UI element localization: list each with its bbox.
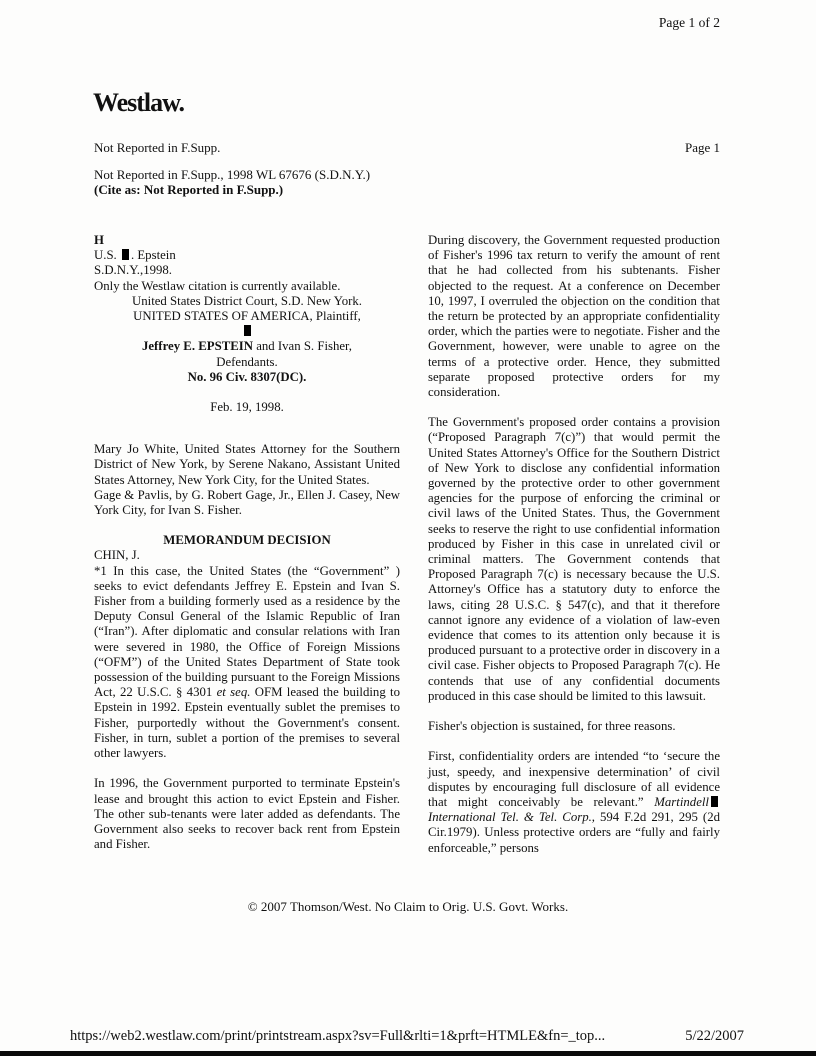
versus-glyph-icon <box>122 249 129 260</box>
versus-line <box>94 324 400 339</box>
two-column-body <box>94 233 720 856</box>
availability-line: Only the Westlaw citation is currently available. <box>94 278 341 293</box>
defendant-name-bold: Jeffrey E. EPSTEIN <box>141 339 253 354</box>
case-name-italic: Martindell <box>654 794 709 809</box>
print-date: 5/22/2007 <box>685 1028 744 1044</box>
print-page-indicator: Page 1 of 2 <box>658 15 720 30</box>
reporter-label: Not Reported in F.Supp. <box>94 140 221 155</box>
paragraph-text: OFM leased the building to Epstein in 1992. Epstein eventually sublet the premises to Fisher, purportedly without the Government's consent. Fisher, in turn, sublet a portion of the premises to several other lawyers. <box>94 685 401 761</box>
print-url: https://web2.westlaw.com/print/printstream.aspx?sv=Full&rlti=1&prft=HTMLE&fn=_top... <box>70 1028 606 1044</box>
judge-line: CHIN, J. <box>94 548 140 563</box>
case-short-title <box>94 248 400 263</box>
paragraph-text: 594 F.2d 291, 295 (2d Cir.1979). Unless protective orders are “fully and fairly enforceable,” persons <box>428 810 720 855</box>
court-date-line: S.D.N.Y.,1998. <box>94 263 172 278</box>
browser-print-footer <box>70 1028 744 1045</box>
caption-spacer <box>94 385 400 400</box>
italic-cite: et seq. <box>216 685 251 700</box>
opinion-heading: MEMORANDUM DECISION <box>163 533 331 548</box>
cite-as-line: (Cite as: Not Reported in F.Supp.) <box>94 182 284 197</box>
keycite-history-flag: H <box>94 233 104 247</box>
opinion-paragraph-1 <box>94 564 400 762</box>
case-caption <box>94 294 400 415</box>
page-number-label: Page 1 <box>684 140 720 155</box>
counsel-paragraph-government <box>94 442 400 488</box>
left-column <box>94 233 400 856</box>
citation-line: Not Reported in F.Supp., 1998 WL 67676 (S.D.N.Y.) <box>94 167 371 182</box>
opinion-paragraph-6 <box>428 749 720 855</box>
right-column <box>428 233 720 856</box>
opinion-paragraph-2: In 1996, the Government purported to terminate Epstein's lease and brought this action to evict Epstein and Fisher. The other sub-tenants were later added as defendants. The Government also seeks to recover back rent from Epstein and Fisher. <box>94 776 400 852</box>
versus-glyph-icon <box>711 796 718 807</box>
counsel-paragraph-fisher <box>94 488 400 518</box>
plaintiff-line: UNITED STATES OF AMERICA, Plaintiff, <box>133 309 361 324</box>
court-line: United States District Court, S.D. New York. <box>132 293 362 308</box>
citation-block <box>94 167 720 197</box>
docket-number: No. 96 Civ. 8307(DC). <box>187 369 307 384</box>
defendant-name-rest: and Ivan S. Fisher, <box>253 339 353 354</box>
case-short-suffix: . Epstein <box>130 248 176 263</box>
defendants-line <box>94 339 400 354</box>
paragraph-text: First, confidentiality orders are intended “to ‘secure the just, speedy, and inexpensive determination’ of civil disputes by encouraging full disclosure of all evidence that might conceivably be relevant.” <box>428 749 720 809</box>
counsel-block <box>94 442 400 518</box>
scan-edge-artifact <box>0 1051 816 1056</box>
counsel-detail: United States Attorney for the Southern District of New York, by Serene Nakano, Assistant United States Attorney, New York City, for the United States. <box>94 442 400 487</box>
copyright-line: © 2007 Thomson/West. No Claim to Orig. U.S. Govt. Works. <box>247 899 569 914</box>
versus-glyph-icon <box>244 325 251 336</box>
opinion-paragraph-4: The Government's proposed order contains a provision (“Proposed Paragraph 7(c)”) that would permit the United States Attorney's Office for the Southern District of New York to disclose any confidential information governed by the protective order to other government agencies for the purpose of enforcing the criminal or civil laws of the United States. Thus, the Government seeks to reserve the right to use confidential information produced by Fisher in this case in unrelated civil or criminal matters. The Government contends that Proposed Paragraph 7(c) is necessary because the U.S. Attorney's Office has a statutory duty to enforce the laws, citing 28 U.S.C. § 547(c), and that it therefore cannot ignore any evidence of a violation of law-even evidence that comes to its attention only because it is produced pursuant to a protective order in discovery in a civil case. Fisher objects to Proposed Paragraph 7(c). He contends that use of any confidential documents produced in this case should be limited to this lawsuit. <box>428 415 720 703</box>
opinion-paragraph-3: During discovery, the Government requested production of Fisher's 1996 tax return to verify the amount of rent that he had collected from his subtenants. Fisher objected to the request. At a conference on December 10, 1997, I overruled the objection on the condition that the return be protected by an appropriate confidentiality order, which the parties were to negotiate. Fisher and the Government, however, were unable to agree on the terms of a protective order. Hence, they submitted separate proposed protective orders for my consideration. <box>428 233 720 400</box>
defendants-label: Defendants. <box>216 354 278 369</box>
document-header-row <box>94 140 720 156</box>
paragraph-text: *1 In this case, the United States (the “Government” ) seeks to evict defendants Jeffrey E. Epstein and Ivan S. Fisher from a building formerly used as a residence by the Deputy Consul General of the Islamic Republic of Iran (“Iran”). After diplomatic and consular relations with Iran were severed in 1980, the Office of Foreign Missions (“OFM”) of the United States Department of State took possession of the building pursuant to the Foreign Missions Act, 22 U.S.C. § 4301 <box>94 563 400 700</box>
decision-date: Feb. 19, 1998. <box>210 400 284 415</box>
opinion-paragraph-5: Fisher's objection is sustained, for three reasons. <box>428 719 676 734</box>
case-short-prefix: U.S. <box>94 248 120 263</box>
westlaw-logo: Westlaw. <box>93 88 184 117</box>
counsel-name: Mary Jo White, <box>94 442 179 457</box>
counsel-detail: by G. Robert Gage, Jr., Ellen J. Casey, New York City, for Ivan S. Fisher. <box>94 487 401 518</box>
counsel-name: Gage & Pavlis, <box>94 487 173 502</box>
case-name-italic: International Tel. & Tel. Corp., <box>428 810 595 825</box>
